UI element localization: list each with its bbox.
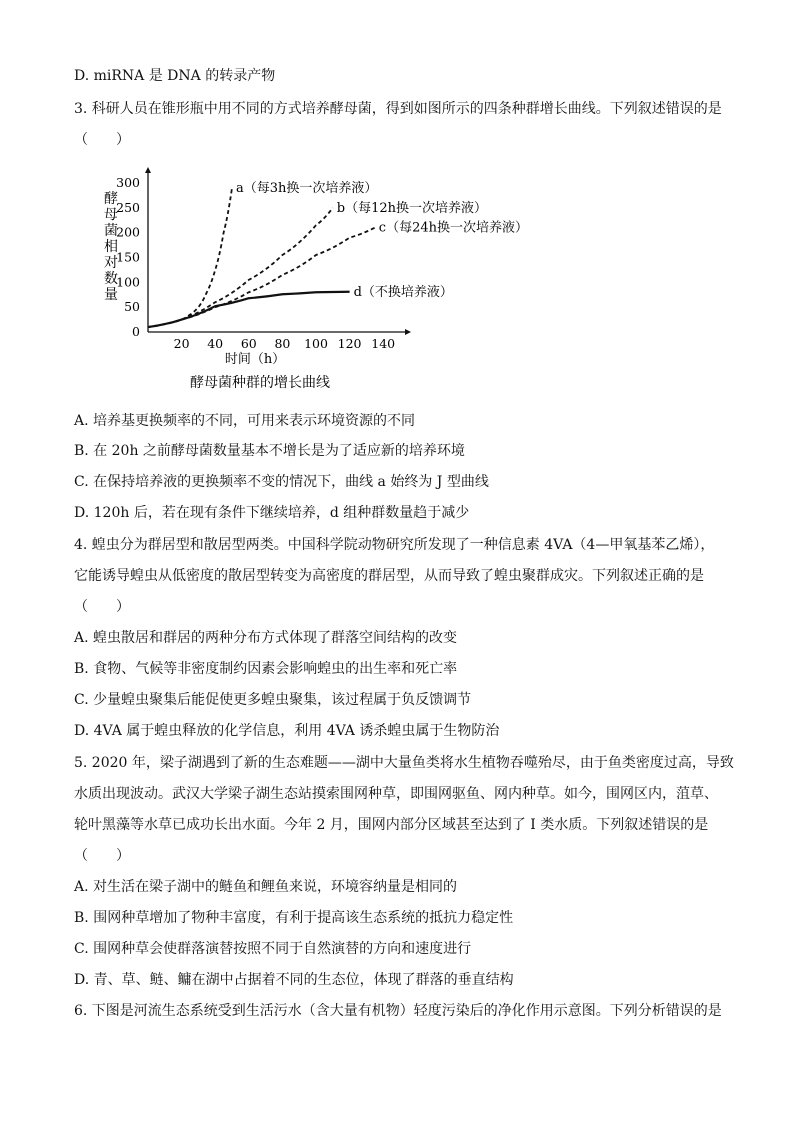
- text-line: （ ）: [74, 599, 130, 615]
- x-tick-label: 20: [173, 336, 190, 351]
- y-tick-label: 150: [116, 249, 140, 265]
- y-axis-label-char: 量: [104, 287, 118, 303]
- y-tick-label: 100: [116, 274, 140, 290]
- text-line: C. 在保持培养液的更换频率不变的情况下，曲线 a 始终为 J 型曲线: [74, 474, 489, 490]
- series-line-1: [148, 208, 333, 327]
- text-line: 4. 蝗虫分为群居型和散居型两类。中国科学院动物研究所发现了一种信息素 4VA（4—甲氧基苯乙烯），: [74, 537, 715, 553]
- y-tick-label: 200: [116, 224, 140, 240]
- text-line: 3. 科研人员在锥形瓶中用不同的方式培养酵母菌，得到如图所示的四条种群增长曲线。下列叙述错误的是: [74, 101, 722, 117]
- text-line: 它能诱导蝗虫从低密度的散居型转变为高密度的群居型，从而导致了蝗虫聚群成灾。下列叙述正确的是: [74, 568, 704, 584]
- population-growth-chart: [90, 165, 570, 400]
- series-line-2: [148, 228, 375, 327]
- text-line: （ ）: [74, 848, 130, 864]
- text-line: D. 4VA 属于蝗虫释放的化学信息，利用 4VA 诱杀蝗虫属于生物防治: [74, 723, 500, 739]
- series-line-3: [148, 292, 350, 327]
- text-line: B. 食物、气候等非密度制约因素会影响蝗虫的出生率和死亡率: [74, 661, 458, 677]
- y-axis-label-char: 相: [104, 239, 118, 255]
- x-tick-label: 80: [274, 336, 291, 351]
- series-label-2: c（每24h换一次培养液）: [378, 220, 529, 236]
- y-tick-label: 250: [116, 199, 140, 215]
- series-label-1: b（每12h换一次培养液）: [336, 200, 488, 216]
- text-line: （ ）: [74, 132, 130, 148]
- x-tick-label: 120: [337, 336, 362, 351]
- text-line: A. 蝗虫散居和群居的两种分布方式体现了群落空间结构的改变: [74, 630, 458, 646]
- x-tick-label: 100: [304, 336, 328, 351]
- y-axis-label-char: 对: [104, 255, 118, 271]
- text-line: 5. 2020 年，梁子湖遇到了新的生态难题——湖中大量鱼类将水生植物吞噬殆尽，由于鱼类密度过高，导致: [74, 755, 734, 771]
- y-axis-label: [104, 190, 118, 303]
- series-labels: [236, 180, 528, 300]
- text-line: B. 围网种草增加了物种丰富度，有利于提高该生态系统的抵抗力稳定性: [74, 910, 514, 926]
- text-line: A. 对生活在梁子湖中的鲢鱼和鲤鱼来说，环境容纳量是相同的: [74, 879, 458, 895]
- x-axis-label: 时间（h）: [224, 352, 286, 367]
- text-line: D. 120h 后，若在现有条件下继续培养，d 组种群数量趋于减少: [74, 505, 470, 521]
- y-axis-label-char: 数: [104, 271, 118, 287]
- x-tick-label: 60: [240, 336, 257, 351]
- x-tick-label: 140: [371, 336, 396, 351]
- text-line: B. 在 20h 之前酵母菌数量基本不增长是为了适应新的培养环境: [74, 443, 465, 459]
- x-axis-arrow: [405, 329, 411, 335]
- series-label-3: d（不换培养液）: [353, 284, 453, 300]
- text-line: D. 青、草、鲢、鳙在湖中占据着不同的生态位，体现了群落的垂直结构: [74, 972, 514, 988]
- x-tick-labels: [174, 336, 396, 351]
- text-line: C. 少量蝗虫聚集后能促使更多蝗虫聚集，该过程属于负反馈调节: [74, 692, 472, 708]
- text-line: A. 培养基更换频率的不同，可用来表示环境资源的不同: [74, 413, 416, 429]
- y-axis-label-char: 母: [104, 207, 118, 223]
- chart-title: 酵母菌种群的增长曲线: [190, 375, 330, 391]
- y-tick-label: 0: [132, 324, 140, 339]
- text-line: C. 围网种草会使群落演替按照不同于自然演替的方向和速度进行: [74, 941, 472, 957]
- y-tick-label: 300: [116, 175, 140, 190]
- x-tick-label: 40: [207, 336, 224, 351]
- y-tick-labels: [116, 175, 140, 339]
- text-line: 水质出现波动。武汉大学梁子湖生态站摸索围网种草，即围网驱鱼、网内种草。如今，围网区内，菹草、: [74, 786, 718, 802]
- y-axis-label-char: 酵: [104, 191, 118, 207]
- y-axis-label-char: 菌: [104, 223, 118, 239]
- y-tick-label: 50: [124, 299, 140, 315]
- text-line: 轮叶黑藻等水草已成功长出水面。今年 2 月，围网内部分区域甚至达到了 Ⅰ 类水质。下列叙述错误的是: [74, 817, 709, 833]
- text-line: 6. 下图是河流生态系统受到生活污水（含大量有机物）轻度污染后的净化作用示意图。下列分析错误的是: [74, 1003, 722, 1019]
- text-line: D. miRNA 是 DNA 的转录产物: [74, 68, 276, 84]
- y-axis-arrow: [145, 167, 151, 173]
- series-label-0: a（每3h换一次培养液）: [236, 180, 378, 196]
